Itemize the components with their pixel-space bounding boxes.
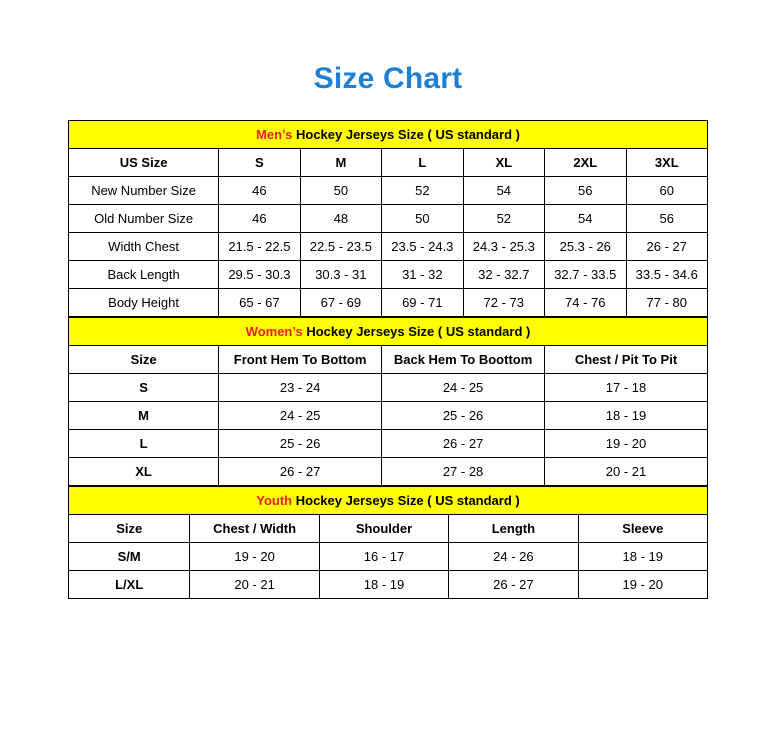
table-cell: 52 <box>463 205 544 233</box>
table-cell: 19 - 20 <box>545 430 708 458</box>
youth-header-cell: Size <box>69 515 190 543</box>
table-cell: 22.5 - 23.5 <box>300 233 381 261</box>
mens-banner-accent: Men’s <box>256 127 293 142</box>
table-cell: 26 - 27 <box>449 571 578 599</box>
youth-header-cell: Shoulder <box>319 515 448 543</box>
mens-size-table <box>68 120 708 317</box>
table-cell: 17 - 18 <box>545 374 708 402</box>
table-cell: 46 <box>219 205 300 233</box>
mens-header-cell: S <box>219 149 300 177</box>
table-cell: 16 - 17 <box>319 543 448 571</box>
youth-header-cell: Length <box>449 515 578 543</box>
size-chart-tables <box>68 120 708 599</box>
table-cell: 20 - 21 <box>190 571 319 599</box>
womens-banner-rest: Hockey Jerseys Size ( US standard ) <box>302 324 531 339</box>
table-row <box>69 430 708 458</box>
table-cell: 19 - 20 <box>190 543 319 571</box>
table-row <box>69 458 708 486</box>
page-title: Size Chart <box>313 62 463 95</box>
table-cell: 25.3 - 26 <box>545 233 626 261</box>
mens-banner <box>69 121 708 149</box>
table-cell: 77 - 80 <box>626 289 708 317</box>
youth-banner-rest: Hockey Jerseys Size ( US standard ) <box>292 493 520 508</box>
womens-header-cell: Front Hem To Bottom <box>219 346 382 374</box>
row-label: Back Length <box>69 261 219 289</box>
table-row <box>69 402 708 430</box>
table-cell: 54 <box>463 177 544 205</box>
table-row <box>69 571 708 599</box>
youth-banner-row <box>69 487 708 515</box>
table-cell: 19 - 20 <box>578 571 707 599</box>
table-cell: 24.3 - 25.3 <box>463 233 544 261</box>
table-cell: 52 <box>382 177 463 205</box>
womens-header-cell: Back Hem To Boottom <box>382 346 545 374</box>
table-cell: 24 - 26 <box>449 543 578 571</box>
size-chart-page <box>0 62 776 754</box>
table-cell: 32 - 32.7 <box>463 261 544 289</box>
table-cell: 20 - 21 <box>545 458 708 486</box>
womens-header-cell: Chest / Pit To Pit <box>545 346 708 374</box>
mens-header-cell: 3XL <box>626 149 708 177</box>
table-row <box>69 177 708 205</box>
youth-header-row <box>69 515 708 543</box>
row-label: XL <box>69 458 219 486</box>
table-row <box>69 261 708 289</box>
table-cell: 30.3 - 31 <box>300 261 381 289</box>
table-cell: 25 - 26 <box>382 402 545 430</box>
row-label: L/XL <box>69 571 190 599</box>
table-cell: 23 - 24 <box>219 374 382 402</box>
row-label: New Number Size <box>69 177 219 205</box>
table-cell: 18 - 19 <box>545 402 708 430</box>
mens-banner-rest: Hockey Jerseys Size ( US standard ) <box>292 127 520 142</box>
table-cell: 50 <box>382 205 463 233</box>
table-cell: 33.5 - 34.6 <box>626 261 708 289</box>
table-row <box>69 543 708 571</box>
table-cell: 18 - 19 <box>319 571 448 599</box>
table-row <box>69 233 708 261</box>
mens-header-cell: L <box>382 149 463 177</box>
mens-header-cell: 2XL <box>545 149 626 177</box>
table-cell: 46 <box>219 177 300 205</box>
table-cell: 26 - 27 <box>626 233 708 261</box>
womens-banner-accent: Women’s <box>245 324 303 339</box>
table-cell: 24 - 25 <box>382 374 545 402</box>
row-label: M <box>69 402 219 430</box>
womens-banner-row <box>69 318 708 346</box>
row-label: Body Height <box>69 289 219 317</box>
mens-header-cell: M <box>300 149 381 177</box>
row-label: L <box>69 430 219 458</box>
table-cell: 69 - 71 <box>382 289 463 317</box>
table-cell: 48 <box>300 205 381 233</box>
table-cell: 60 <box>626 177 708 205</box>
table-cell: 26 - 27 <box>219 458 382 486</box>
table-cell: 56 <box>545 177 626 205</box>
womens-header-cell: Size <box>69 346 219 374</box>
table-row <box>69 289 708 317</box>
table-cell: 56 <box>626 205 708 233</box>
table-cell: 54 <box>545 205 626 233</box>
mens-header-cell: US Size <box>69 149 219 177</box>
table-row <box>69 374 708 402</box>
table-cell: 21.5 - 22.5 <box>219 233 300 261</box>
table-cell: 50 <box>300 177 381 205</box>
mens-header-row <box>69 149 708 177</box>
row-label: Width Chest <box>69 233 219 261</box>
youth-banner <box>69 487 708 515</box>
table-cell: 24 - 25 <box>219 402 382 430</box>
mens-header-cell: XL <box>463 149 544 177</box>
youth-header-cell: Sleeve <box>578 515 707 543</box>
row-label: S/M <box>69 543 190 571</box>
table-cell: 74 - 76 <box>545 289 626 317</box>
row-label: Old Number Size <box>69 205 219 233</box>
table-cell: 65 - 67 <box>219 289 300 317</box>
table-cell: 72 - 73 <box>463 289 544 317</box>
womens-size-table <box>68 317 708 486</box>
youth-size-table <box>68 486 708 599</box>
table-cell: 32.7 - 33.5 <box>545 261 626 289</box>
table-cell: 67 - 69 <box>300 289 381 317</box>
table-row <box>69 205 708 233</box>
womens-header-row <box>69 346 708 374</box>
youth-header-cell: Chest / Width <box>190 515 319 543</box>
table-cell: 29.5 - 30.3 <box>219 261 300 289</box>
row-label: S <box>69 374 219 402</box>
table-cell: 25 - 26 <box>219 430 382 458</box>
mens-banner-row <box>69 121 708 149</box>
youth-banner-accent: Youth <box>256 493 293 508</box>
womens-banner <box>69 318 708 346</box>
table-cell: 26 - 27 <box>382 430 545 458</box>
table-cell: 23.5 - 24.3 <box>382 233 463 261</box>
table-cell: 31 - 32 <box>382 261 463 289</box>
table-cell: 27 - 28 <box>382 458 545 486</box>
table-cell: 18 - 19 <box>578 543 707 571</box>
